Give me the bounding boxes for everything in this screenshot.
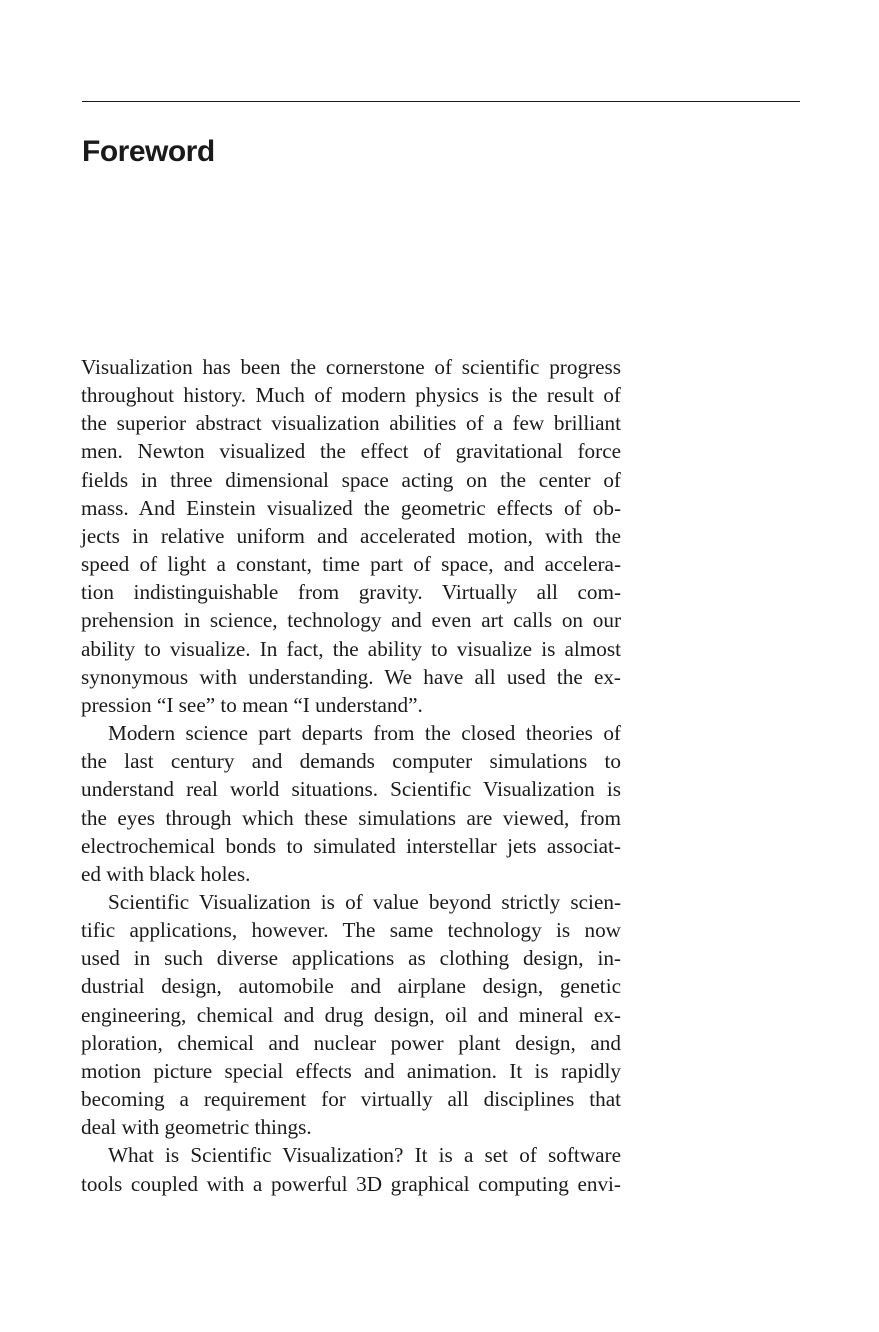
text-line: throughout history. Much of modern physics is the result of	[81, 383, 621, 408]
text-line: tific applications, however. The same technology is now	[81, 918, 621, 943]
text-line: the superior abstract visualization abilities of a few brilliant	[81, 411, 621, 436]
text-line: the eyes through which these simulations are viewed, from	[81, 805, 621, 830]
text-line: jects in relative uniform and accelerated motion, with the	[81, 523, 621, 548]
text-line: mass. And Einstein visualized the geometric effects of ob-	[81, 495, 621, 520]
text-line: understand real world situations. Scientific Visualization is	[81, 777, 621, 802]
text-line: motion picture special effects and animation. It is rapidly	[81, 1058, 621, 1083]
paragraph-4	[81, 1141, 621, 1197]
text-line: Scientific Visualization is of value beyond strictly scien-	[108, 889, 621, 914]
text-line: becoming a requirement for virtually all disciplines that	[81, 1087, 621, 1112]
text-line: prehension in science, technology and even art calls on our	[81, 608, 621, 633]
text-line: fields in three dimensional space acting on the center of	[81, 467, 621, 492]
text-line: pression “I see” to mean “I understand”.	[81, 692, 423, 717]
text-line: tools coupled with a powerful 3D graphical computing envi-	[81, 1171, 621, 1196]
paragraph-2	[81, 719, 621, 888]
text-line: synonymous with understanding. We have all used the ex-	[81, 664, 621, 689]
text-line: deal with geometric things.	[81, 1115, 312, 1140]
paragraph-3	[81, 888, 621, 1141]
text-line: ploration, chemical and nuclear power plant design, and	[81, 1030, 621, 1055]
text-line: men. Newton visualized the effect of gravitational force	[81, 439, 621, 464]
text-line: Modern science part departs from the closed theories of	[108, 721, 621, 746]
text-line: dustrial design, automobile and airplane design, genetic	[81, 974, 621, 999]
text-line: engineering, chemical and drug design, oil and mineral ex-	[81, 1002, 621, 1027]
chapter-title: Foreword	[82, 135, 215, 168]
text-line: tion indistinguishable from gravity. Virtually all com-	[81, 580, 621, 605]
text-line: used in such diverse applications as clothing design, in-	[81, 946, 621, 971]
text-line: ability to visualize. In fact, the ability to visualize is almost	[81, 636, 621, 661]
text-line: speed of light a constant, time part of space, and accelera-	[81, 552, 621, 577]
header-rule	[82, 101, 800, 102]
text-line: electrochemical bonds to simulated interstellar jets associat-	[81, 833, 621, 858]
paragraph-1	[81, 353, 621, 719]
text-line: What is Scientific Visualization? It is a set of software	[108, 1143, 621, 1168]
text-line: Visualization has been the cornerstone of scientific progress	[81, 355, 621, 379]
body-text	[81, 353, 621, 1198]
text-line: ed with black holes.	[81, 861, 251, 886]
text-line: the last century and demands computer simulations to	[81, 749, 621, 774]
